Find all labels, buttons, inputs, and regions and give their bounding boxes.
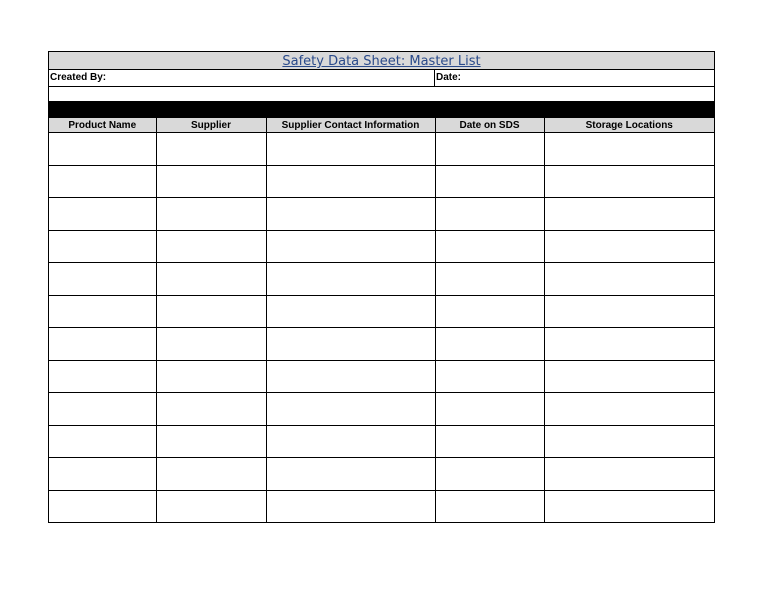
cell-date-on-sds[interactable] — [435, 360, 544, 393]
cell-date-on-sds[interactable] — [435, 165, 544, 198]
cell-storage-locations[interactable] — [544, 425, 714, 458]
cell-date-on-sds[interactable] — [435, 133, 544, 166]
table-row — [49, 198, 714, 231]
date-label: Date: — [436, 72, 462, 83]
table-row — [49, 458, 714, 491]
table-row — [49, 133, 714, 166]
cell-storage-locations[interactable] — [544, 198, 714, 231]
cell-product-name[interactable] — [49, 263, 156, 296]
black-divider-bar — [49, 102, 714, 118]
header-row — [49, 118, 714, 133]
cell-date-on-sds[interactable] — [435, 490, 544, 522]
header-supplier: Supplier — [156, 118, 266, 133]
sheet-title: Safety Data Sheet: Master List — [282, 54, 481, 69]
cell-supplier[interactable] — [156, 393, 266, 426]
cell-supplier[interactable] — [156, 360, 266, 393]
cell-date-on-sds[interactable] — [435, 198, 544, 231]
sds-master-list-sheet — [48, 51, 715, 523]
header-product-name: Product Name — [49, 118, 156, 133]
blank-row — [49, 87, 714, 102]
cell-supplier-contact[interactable] — [266, 490, 435, 522]
cell-storage-locations[interactable] — [544, 458, 714, 491]
cell-storage-locations[interactable] — [544, 263, 714, 296]
cell-product-name[interactable] — [49, 230, 156, 263]
table-row — [49, 393, 714, 426]
cell-product-name[interactable] — [49, 458, 156, 491]
cell-storage-locations[interactable] — [544, 328, 714, 361]
cell-product-name[interactable] — [49, 490, 156, 522]
table-row — [49, 263, 714, 296]
cell-supplier-contact[interactable] — [266, 133, 435, 166]
cell-supplier[interactable] — [156, 328, 266, 361]
cell-supplier-contact[interactable] — [266, 360, 435, 393]
cell-storage-locations[interactable] — [544, 393, 714, 426]
cell-storage-locations[interactable] — [544, 133, 714, 166]
date-field[interactable] — [435, 70, 714, 86]
cell-supplier[interactable] — [156, 133, 266, 166]
cell-product-name[interactable] — [49, 425, 156, 458]
table-row — [49, 328, 714, 361]
table-row — [49, 295, 714, 328]
cell-storage-locations[interactable] — [544, 230, 714, 263]
cell-supplier[interactable] — [156, 458, 266, 491]
cell-supplier-contact[interactable] — [266, 393, 435, 426]
cell-product-name[interactable] — [49, 133, 156, 166]
cell-supplier[interactable] — [156, 230, 266, 263]
cell-product-name[interactable] — [49, 165, 156, 198]
table-body — [49, 133, 714, 523]
created-by-label: Created By: — [50, 72, 107, 83]
cell-supplier-contact[interactable] — [266, 165, 435, 198]
cell-date-on-sds[interactable] — [435, 230, 544, 263]
cell-date-on-sds[interactable] — [435, 425, 544, 458]
master-list-table — [49, 118, 714, 522]
cell-product-name[interactable] — [49, 198, 156, 231]
table-row — [49, 490, 714, 522]
table-row — [49, 230, 714, 263]
cell-product-name[interactable] — [49, 328, 156, 361]
cell-product-name[interactable] — [49, 295, 156, 328]
table-row — [49, 165, 714, 198]
cell-supplier-contact[interactable] — [266, 328, 435, 361]
cell-supplier-contact[interactable] — [266, 295, 435, 328]
cell-supplier-contact[interactable] — [266, 425, 435, 458]
cell-storage-locations[interactable] — [544, 490, 714, 522]
cell-date-on-sds[interactable] — [435, 393, 544, 426]
cell-storage-locations[interactable] — [544, 360, 714, 393]
title-row — [49, 52, 714, 70]
header-supplier-contact: Supplier Contact Information — [266, 118, 435, 133]
cell-supplier[interactable] — [156, 295, 266, 328]
cell-date-on-sds[interactable] — [435, 328, 544, 361]
header-storage-locations: Storage Locations — [544, 118, 714, 133]
table-row — [49, 425, 714, 458]
cell-supplier[interactable] — [156, 198, 266, 231]
cell-date-on-sds[interactable] — [435, 458, 544, 491]
created-by-field[interactable] — [49, 70, 435, 86]
cell-supplier-contact[interactable] — [266, 198, 435, 231]
cell-supplier-contact[interactable] — [266, 230, 435, 263]
cell-product-name[interactable] — [49, 360, 156, 393]
cell-supplier[interactable] — [156, 425, 266, 458]
cell-supplier-contact[interactable] — [266, 458, 435, 491]
cell-supplier[interactable] — [156, 165, 266, 198]
header-date-on-sds: Date on SDS — [435, 118, 544, 133]
cell-supplier-contact[interactable] — [266, 263, 435, 296]
cell-storage-locations[interactable] — [544, 165, 714, 198]
table-row — [49, 360, 714, 393]
meta-row — [49, 70, 714, 87]
cell-supplier[interactable] — [156, 490, 266, 522]
cell-date-on-sds[interactable] — [435, 295, 544, 328]
cell-supplier[interactable] — [156, 263, 266, 296]
cell-product-name[interactable] — [49, 393, 156, 426]
cell-date-on-sds[interactable] — [435, 263, 544, 296]
cell-storage-locations[interactable] — [544, 295, 714, 328]
